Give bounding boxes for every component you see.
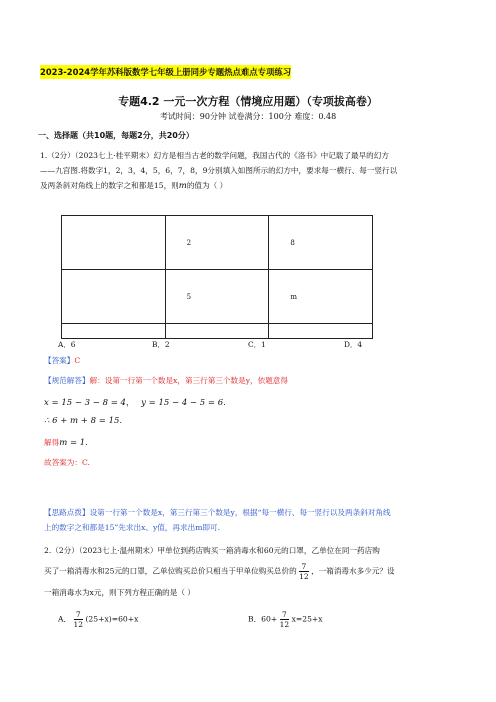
equation-x: x = 15 − 3 − 8 = 4 xyxy=(44,398,126,408)
q2-line xyxy=(44,562,464,581)
q2-option-a[interactable] xyxy=(58,610,138,629)
option-label: B．60+ xyxy=(248,614,278,624)
hint-text: 设第一行第一个数是x，第三行第三个数是y，根据“每一横行、每一竖行以及两条斜对角线 xyxy=(89,508,391,517)
q1-option-a[interactable]: A．6 xyxy=(58,340,76,349)
q1-hint xyxy=(44,505,464,535)
q1-line: 1.（2分）（2023七上·桂平期末）幻方是相当古老的数学问题，我国古代的《洛书》中记载了最早的幻方 xyxy=(40,151,389,160)
exam-meta: 考试时间：90分钟 试卷满分：100分 难度：0.48 xyxy=(159,112,337,121)
grid-cell: 5 xyxy=(165,270,269,324)
q1-analysis xyxy=(44,375,288,386)
q1-answer xyxy=(44,355,80,366)
fraction-numerator: 7 xyxy=(280,610,290,620)
fraction-denominator: 12 xyxy=(73,620,84,629)
q1-line: ——九宫图.将数字1，2，3，4，5，6，7，8，9分别填入如图所示的幻方中，要求每一横行、每一竖行以 xyxy=(40,166,398,175)
grid-cell xyxy=(62,270,166,324)
q2-line: 一箱消毒水为x元，则下列方程正确的是（ ） xyxy=(44,588,195,597)
magic-square-grid xyxy=(61,215,373,339)
grid-row xyxy=(62,324,373,339)
q1-equations: x = 15 − 3 − 8 = 4， y = 15 − 4 − 5 = 6. xyxy=(44,398,226,408)
equation-sum: ∴ 6 + m + 8 = 15 xyxy=(44,416,120,426)
q1-line xyxy=(40,178,460,194)
fraction-denominator: 12 xyxy=(299,572,309,581)
grid-cell: m xyxy=(269,270,373,324)
answer-label: 【答案】 xyxy=(44,356,75,365)
grid-cell xyxy=(62,324,166,339)
analysis-label: 【规范解答】 xyxy=(44,376,90,385)
fraction xyxy=(280,610,290,629)
q1-option-c[interactable]: C．1 xyxy=(248,340,266,349)
answer-value: C xyxy=(74,356,81,365)
equation-y: y = 15 − 4 − 5 = 6 xyxy=(141,398,224,408)
q1-option-b[interactable]: B．2 xyxy=(152,340,170,349)
fraction-numerator: 7 xyxy=(299,562,309,572)
q2-line-text: 买了一箱消毒水和25元的口罩，乙单位购买总价只相当于甲单位购买总价的 xyxy=(44,566,297,576)
grid-cell xyxy=(165,324,269,339)
grid-cell: 2 xyxy=(165,216,269,270)
fraction xyxy=(74,610,84,629)
hint-label: 【思路点拨】 xyxy=(44,508,90,517)
q2-line: 2.（2分）（2023七上·温州期末）甲单位到药店购买一箱消毒水和60元的口罩，乙单位在同一药店购 xyxy=(44,546,380,555)
option-expression: x=25+x xyxy=(291,614,323,624)
option-expression: (25+x)=60+x xyxy=(85,614,139,624)
q1-solution: 解得m = 1. xyxy=(44,438,88,448)
hint-line: 上的数字之和都是15”先求出x、y值，再求出m即可. xyxy=(44,523,221,532)
fraction-denominator: 12 xyxy=(279,620,290,629)
question-2 xyxy=(44,543,464,600)
hint-line xyxy=(44,505,464,520)
section-heading: 一、选择题（共10题，每题2分，共20分） xyxy=(38,131,194,140)
grid-cell: 8 xyxy=(269,216,373,270)
q1-final: 故答案为：C. xyxy=(44,458,90,467)
q1-line-text: 及两条斜对角线上的数字之和都是15，则 xyxy=(40,181,179,190)
q1-variable: m xyxy=(178,181,187,191)
grid-cell xyxy=(269,324,373,339)
solve-equation: m = 1 xyxy=(59,438,86,448)
option-label: A． xyxy=(58,614,72,624)
q1-equation-m: ∴ 6 + m + 8 = 15. xyxy=(44,416,123,426)
grid-cell xyxy=(62,216,166,270)
grid-row xyxy=(62,216,373,270)
fraction xyxy=(299,562,309,581)
question-1 xyxy=(40,148,460,194)
q1-line-tail: 的值为（ ） xyxy=(186,181,228,190)
solve-label: 解得 xyxy=(44,438,60,447)
page-title: 专题4.2 一元一次方程（情境应用题）（专项拔高卷） xyxy=(118,95,378,108)
fraction-numerator: 7 xyxy=(74,610,84,620)
series-banner: 2023-2024学年苏科版数学七年级上册同步专题热点难点专项练习 xyxy=(40,67,292,77)
grid-row xyxy=(62,270,373,324)
q2-line-tail: ，一箱消毒水多少元？设 xyxy=(311,566,395,576)
q1-option-d[interactable]: D．4 xyxy=(344,340,363,349)
analysis-text: 解：设第一行第一个数是x，第三行第三个数是y，依题意得 xyxy=(89,376,288,385)
q2-option-b[interactable] xyxy=(248,610,323,629)
